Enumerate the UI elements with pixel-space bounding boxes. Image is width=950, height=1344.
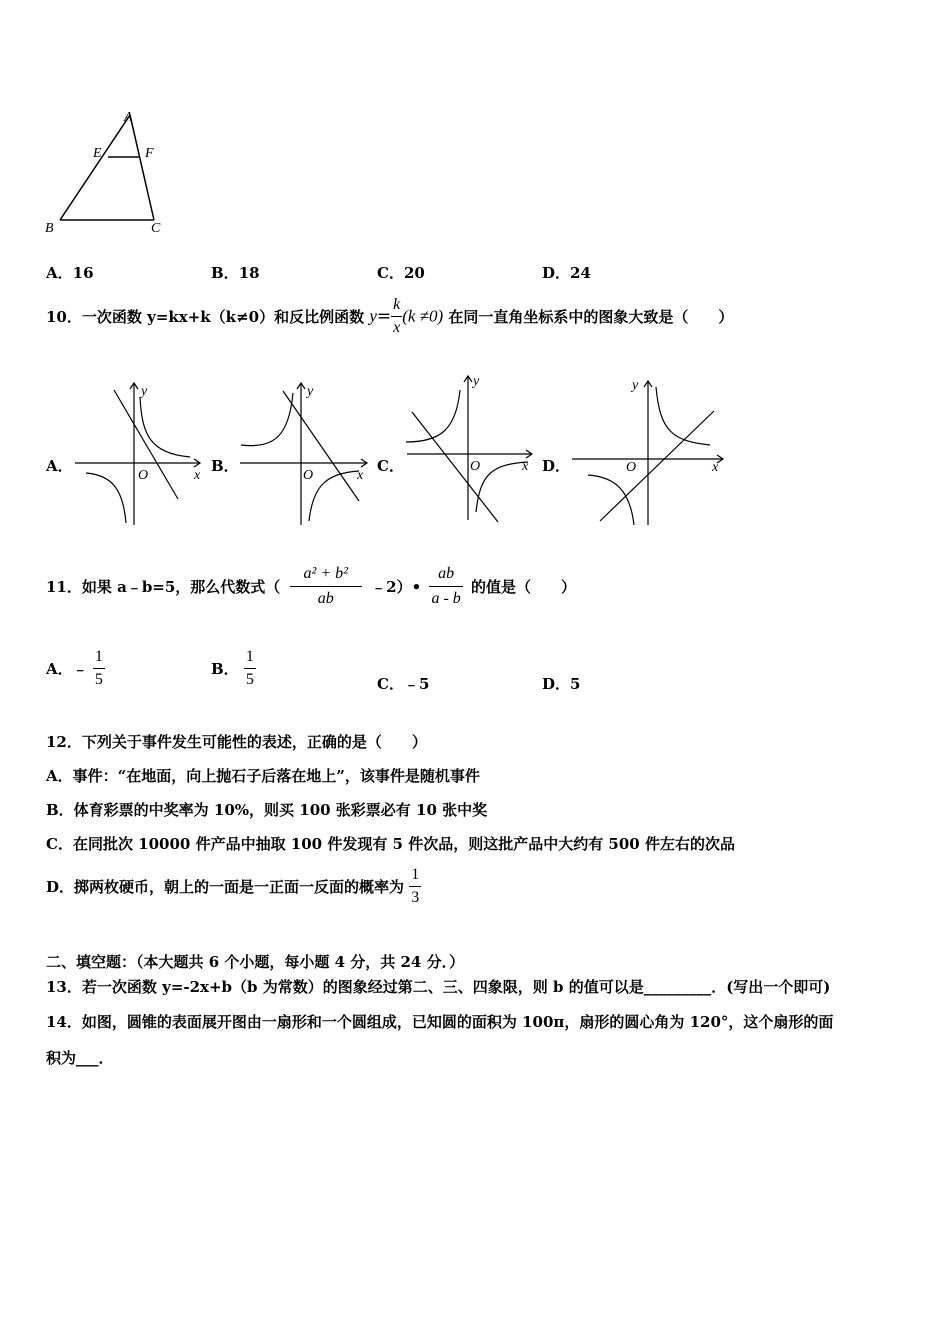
q9-option-d (542, 262, 591, 283)
q9-option-b (211, 262, 260, 283)
fraction-numerator: 1 (245, 648, 254, 665)
q11-option-a (46, 648, 105, 689)
q14-line2: 积为___． (46, 1049, 114, 1067)
axis-y-label: y (141, 384, 148, 399)
q11-suffix: 的值是（ ） (471, 578, 577, 596)
q10-option-b-letter: B． (211, 457, 239, 475)
fraction-numerator: k (393, 296, 401, 313)
formula-fraction (391, 296, 402, 337)
fraction-denominator: 3 (409, 886, 421, 907)
q10-graph-d (568, 375, 728, 530)
fraction-numerator: 1 (411, 866, 420, 883)
option-value: 24 (570, 264, 591, 282)
q11-option-b (211, 648, 256, 689)
fraction-numerator: 1 (94, 648, 103, 665)
triangle-figure (40, 105, 175, 240)
q10-option-d-letter: D． (542, 457, 571, 475)
formula-eq: = (376, 306, 392, 327)
fraction-denominator: ab (290, 586, 362, 608)
label-c: C (151, 221, 161, 236)
q10-option-c-letter: C． (377, 457, 404, 475)
label-a: A (124, 110, 133, 125)
origin-label: O (470, 459, 481, 474)
option-letter: D． (542, 675, 571, 693)
option-text: D．掷两枚硬币，朝上的一面是一正面一反面的概率为 (46, 878, 405, 896)
option-value: 5 (570, 675, 581, 693)
option-value: 16 (72, 264, 94, 282)
option-letter: A． (46, 264, 73, 282)
origin-label: O (626, 460, 637, 475)
option-fraction (93, 648, 105, 689)
origin-label: O (303, 468, 314, 483)
q10-option-a-letter: A． (46, 457, 73, 475)
q11-fraction-2 (429, 565, 462, 608)
q10-graph-b (235, 375, 375, 530)
q11-option-d (542, 673, 580, 694)
q12-option-c: C．在同批次 10000 件产品中抽取 100 件发现有 5 件次品，则这批产品中大约有 500 件左右的次品 (46, 835, 735, 853)
axis-y-label: y (473, 374, 480, 389)
formula-y: y (369, 306, 377, 326)
axis-y-label: y (307, 384, 314, 399)
option-value: ﹣5 (403, 675, 430, 693)
option-letter: B． (211, 264, 239, 282)
label-e: E (93, 146, 102, 161)
fraction-numerator: ab (438, 565, 455, 582)
q11-stem (46, 565, 576, 608)
q14-line1: 14．如图，圆锥的表面展开图由一扇形和一个圆组成，已知圆的面积为 100π，扇形的圆心角为 120°，这个扇形的面 (46, 1013, 834, 1031)
q11-middle: ﹣2）• (371, 578, 422, 596)
option-letter: C． (377, 675, 404, 693)
q13-text: 13．若一次函数 y=-2x+b（b 为常数）的图象经过第二、三、四象限，则 b 的值可以是_________．(写出一个即可) (46, 978, 831, 996)
q11-prefix: 11．如果 a﹣b=5，那么代数式（ (46, 578, 281, 596)
axis-x-label: x (522, 459, 529, 474)
option-fraction (244, 648, 256, 689)
q11-option-c (377, 673, 429, 694)
q10-prefix: 10．一次函数 y=kx+k（k≠0）和反比例函数 (46, 308, 365, 326)
fraction-denominator: x (391, 316, 402, 337)
q12-option-d (46, 866, 421, 907)
option-letter: B． (211, 660, 239, 678)
label-b: B (45, 221, 54, 236)
origin-label: O (138, 468, 149, 483)
q12-option-b: B．体育彩票的中奖率为 10%，则买 100 张彩票必有 10 张中奖 (46, 801, 488, 819)
axis-x-label: x (194, 468, 201, 483)
option-sign: ﹣ (72, 660, 88, 678)
q10-stem (46, 296, 733, 337)
option-fraction (409, 866, 421, 907)
formula-condition: (k ≠0) (402, 306, 444, 326)
q11-fraction-1 (290, 565, 362, 608)
option-value: 18 (238, 264, 260, 282)
option-value: 20 (403, 264, 425, 282)
option-letter: A． (46, 660, 73, 678)
option-letter: C． (377, 264, 404, 282)
section-title: 二、填空题：（本大题共 6 个小题，每小题 4 分，共 24 分．） (46, 953, 465, 971)
fraction-numerator: a² + b² (303, 565, 348, 582)
axis-y-label: y (632, 378, 639, 393)
label-f: F (145, 146, 154, 161)
q10-graph-a (70, 375, 210, 530)
q10-suffix: 在同一直角坐标系中的图象大致是（ ） (448, 308, 734, 326)
q9-option-c (377, 262, 425, 283)
axis-x-label: x (357, 468, 364, 483)
fraction-denominator: a - b (429, 586, 462, 608)
q10-graph-c (402, 370, 542, 525)
axis-x-label: x (712, 460, 719, 475)
q10-formula (369, 296, 443, 337)
q9-option-a (46, 262, 94, 283)
fraction-denominator: 5 (93, 668, 105, 689)
fraction-denominator: 5 (244, 668, 256, 689)
q12-option-a: A．事件：“在地面，向上抛石子后落在地上”，该事件是随机事件 (46, 767, 480, 785)
option-letter: D． (542, 264, 571, 282)
q12-title: 12．下列关于事件发生可能性的表述，正确的是（ ） (46, 733, 427, 751)
